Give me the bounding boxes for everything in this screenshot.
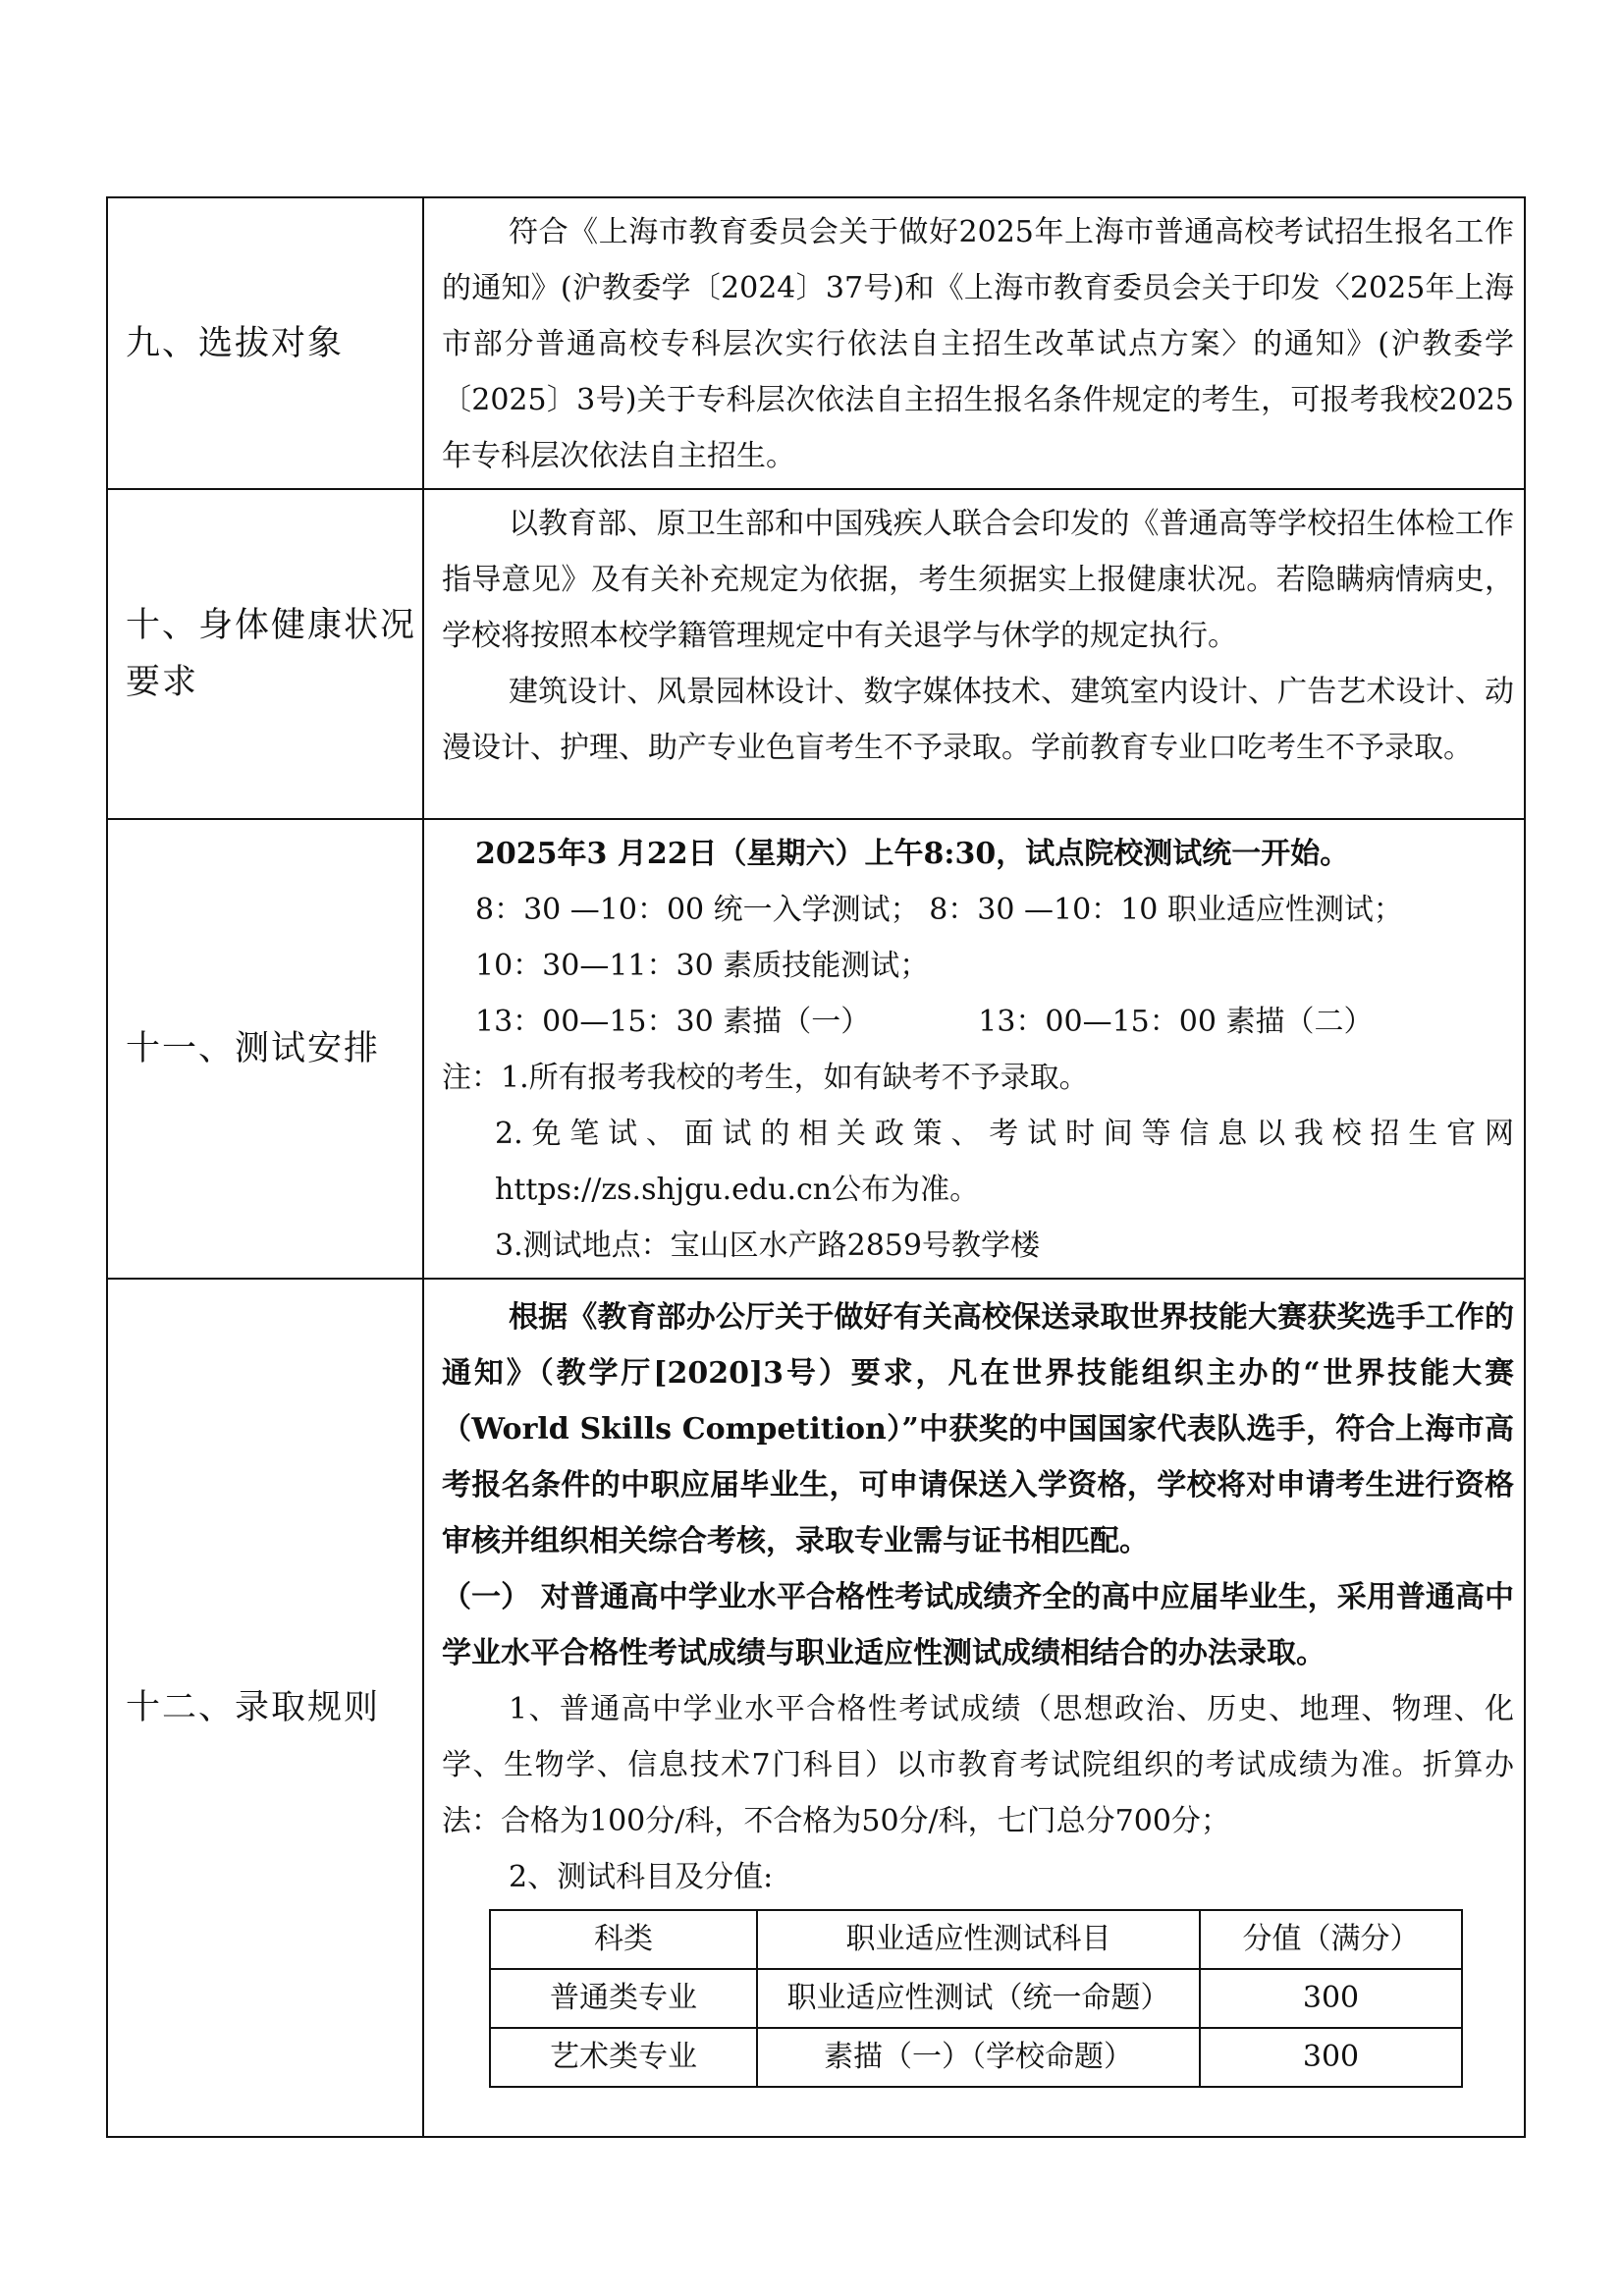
section-row-12 xyxy=(107,1279,1525,2137)
column-header: 职业适应性测试科目 xyxy=(757,1910,1200,1969)
section-label-11: 十一、测试安排 xyxy=(107,819,423,1279)
section-label-10: 十、身体健康状况要求 xyxy=(107,489,423,819)
section-content-11 xyxy=(423,819,1525,1279)
table-cell: 艺术类专业 xyxy=(490,2028,757,2087)
section-row-11 xyxy=(107,819,1525,1279)
paragraph: 1、普通高中学业水平合格性考试成绩（思想政治、历史、地理、物理、化学、生物学、信息技术7门科目）以市教育考试院组织的考试成绩为准。折算办法：合格为100分/科，不合格为50分/科，七门总分700分； xyxy=(442,1692,1514,1838)
score-table-header xyxy=(490,1910,1462,1969)
section-content-10 xyxy=(423,489,1525,819)
table-row xyxy=(490,1969,1462,2028)
paragraph-bold: （一） 对普通高中学业水平合格性考试成绩齐全的高中应届毕业生，采用普通高中学业水平合格性考试成绩与职业适应性测试成绩相结合的办法录取。 xyxy=(442,1580,1514,1670)
section-content-12 xyxy=(423,1279,1525,2137)
column-header: 科类 xyxy=(490,1910,757,1969)
paragraph: 符合《上海市教育委员会关于做好2025年上海市普通高校考试招生报名工作的通知》(沪教委学〔2024〕37号)和《上海市教育委员会关于印发〈2025年上海市部分普通高校专科层次实行依法自主招生改革试点方案〉的通知》(沪教委学〔2025〕3号)关于专科层次依法自主招生报名条件规定的考生，可报考我校2025年专科层次依法自主招生。 xyxy=(442,215,1514,473)
test-start-headline: 2025年3 月22日（星期六）上午8:30，试点院校测试统一开始。 xyxy=(475,837,1350,871)
admission-document xyxy=(106,196,1526,2138)
schedule-line-sketch xyxy=(442,994,1514,1050)
table-row xyxy=(490,2028,1462,2087)
table-cell: 素描（一）（学校命题） xyxy=(757,2028,1200,2087)
section-label-9: 九、选拔对象 xyxy=(107,197,423,489)
sketch-one-time: 13：00—15：30 素描（一） xyxy=(475,1005,871,1039)
section-label-12: 十二、录取规则 xyxy=(107,1279,423,2137)
schedule-line: 10：30—11：30 素质技能测试； xyxy=(475,949,930,983)
section-row-10 xyxy=(107,489,1525,819)
score-table xyxy=(489,1909,1463,2088)
table-cell: 普通类专业 xyxy=(490,1969,757,2028)
admission-rules-table xyxy=(106,196,1526,2138)
paragraph: 以教育部、原卫生部和中国残疾人联合会印发的《普通高等学校招生体检工作指导意见》及有关补充规定为依据，考生须据实上报健康状况。若隐瞒病情病史，学校将按照本校学籍管理规定中有关退学与休学的规定执行。 xyxy=(442,507,1514,653)
section-row-9 xyxy=(107,197,1525,489)
paragraph: 2、测试科目及分值: xyxy=(509,1860,774,1894)
schedule-line: 8：30 —10：00 统一入学测试； 8：30 —10：10 职业适应性测试； xyxy=(475,893,1403,927)
paragraph: 建筑设计、风景园林设计、数字媒体技术、建筑室内设计、广告艺术设计、动漫设计、护理、助产专业色盲考生不予录取。学前教育专业口吃考生不予录取。 xyxy=(442,675,1514,765)
column-header: 分值（满分） xyxy=(1200,1910,1462,1969)
note-line: 注：1.所有报考我校的考生，如有缺考不予录取。 xyxy=(442,1061,1089,1095)
table-cell: 职业适应性测试（统一命题） xyxy=(757,1969,1200,2028)
note-line: 3.测试地点：宝山区水产路2859号教学楼 xyxy=(495,1229,1040,1263)
paragraph-bold: 根据《教育部办公厅关于做好有关高校保送录取世界技能大赛获奖选手工作的通知》（教学厅[2020]3号）要求，凡在世界技能组织主办的“世界技能大赛（World Skills Competition）”中获奖的中国国家代表队选手，符合上海市高考报名条件的中职应届毕业生，可申请保送入学资格，学校将对申请考生进行资格审核并组织相关综合考核，录取专业需与证书相匹配。 xyxy=(442,1300,1514,1558)
section-content-9 xyxy=(423,197,1525,489)
sketch-two-time: 13：00—15：00 素描（二） xyxy=(978,1005,1374,1039)
note-line: 2.免笔试、面试的相关政策、考试时间等信息以我校招生官网https://zs.shjgu.edu.cn公布为准。 xyxy=(495,1117,1514,1207)
table-cell: 300 xyxy=(1200,2028,1462,2087)
table-cell: 300 xyxy=(1200,1969,1462,2028)
